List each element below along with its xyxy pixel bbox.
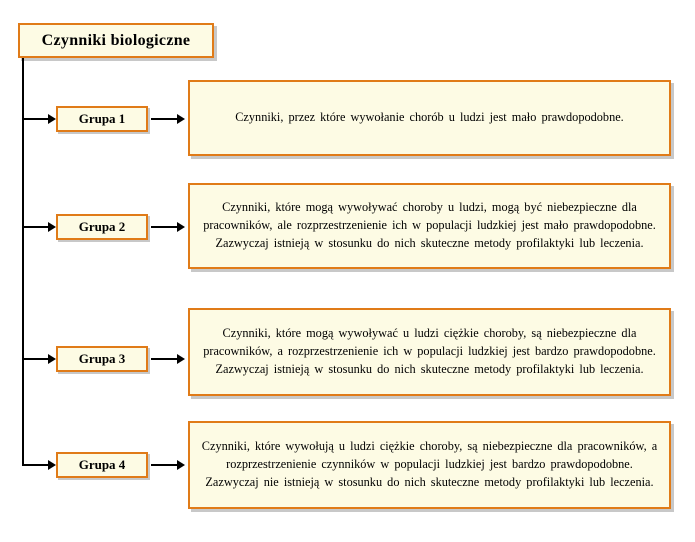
description-text-4: Czynniki, które wywołują u ludzi ciężkie choroby, są niebezpieczne dla pracowników, a rozprzestrzenienie czynników w populacji ludzkiej jest bardzo prawdopodobne. Zazwyczaj nie istnieją w stosunku do nich skuteczne metody profilaktyki lub leczenia. <box>201 439 658 489</box>
arrow-head-group-2 <box>48 222 56 232</box>
description-box-2 <box>188 183 671 269</box>
description-text-3: Czynniki, które mogą wywoływać u ludzi ciężkie choroby, są niebezpieczne dla pracowników, a rozprzestrzenienie ich w populacji ludzkiej jest bardzo prawdopodobne. Zazwyczaj istnieją w stosunku do nich skuteczne metody profilaktyki lub leczenia. <box>203 326 656 376</box>
arrow-head-desc-4 <box>177 460 185 470</box>
group-label-1: Grupa 1 <box>78 111 126 126</box>
description-text-2: Czynniki, które mogą wywoływać choroby u ludzi, mogą być niebezpieczne dla pracowników, ale rozprzestrzenienie ich w populacji ludzkiej jest mało prawdopodobne. Zazwyczaj istnieją w stosunku do nich skuteczne metody profilaktyki lub leczenia. <box>203 200 656 250</box>
description-box-3 <box>188 308 671 396</box>
connector-mid-line-4 <box>151 464 177 466</box>
group-box-2 <box>56 214 148 240</box>
arrow-head-group-3 <box>48 354 56 364</box>
arrow-head-desc-1 <box>177 114 185 124</box>
group-box-3 <box>56 346 148 372</box>
description-box-1 <box>188 80 671 156</box>
connector-stub-group-4 <box>22 464 50 466</box>
connector-mid-line-1 <box>151 118 177 120</box>
group-label-3: Grupa 3 <box>78 351 126 366</box>
arrow-head-group-4 <box>48 460 56 470</box>
connector-mid-line-2 <box>151 226 177 228</box>
group-label-4: Grupa 4 <box>78 457 126 472</box>
group-box-1 <box>56 106 148 132</box>
connector-stub-group-1 <box>22 118 50 120</box>
description-text-1: Czynniki, przez które wywołanie chorób u ludzi jest mało prawdopodobne. <box>235 110 624 125</box>
arrow-head-desc-2 <box>177 222 185 232</box>
group-label-2: Grupa 2 <box>78 219 126 234</box>
arrow-head-group-1 <box>48 114 56 124</box>
connector-stub-group-3 <box>22 358 50 360</box>
diagram-title-box <box>18 23 214 58</box>
connector-mid-line-3 <box>151 358 177 360</box>
connector-stub-group-2 <box>22 226 50 228</box>
group-box-4 <box>56 452 148 478</box>
diagram-title-label: Czynniki biologiczne <box>41 31 191 49</box>
description-box-4 <box>188 421 671 509</box>
arrow-head-desc-3 <box>177 354 185 364</box>
